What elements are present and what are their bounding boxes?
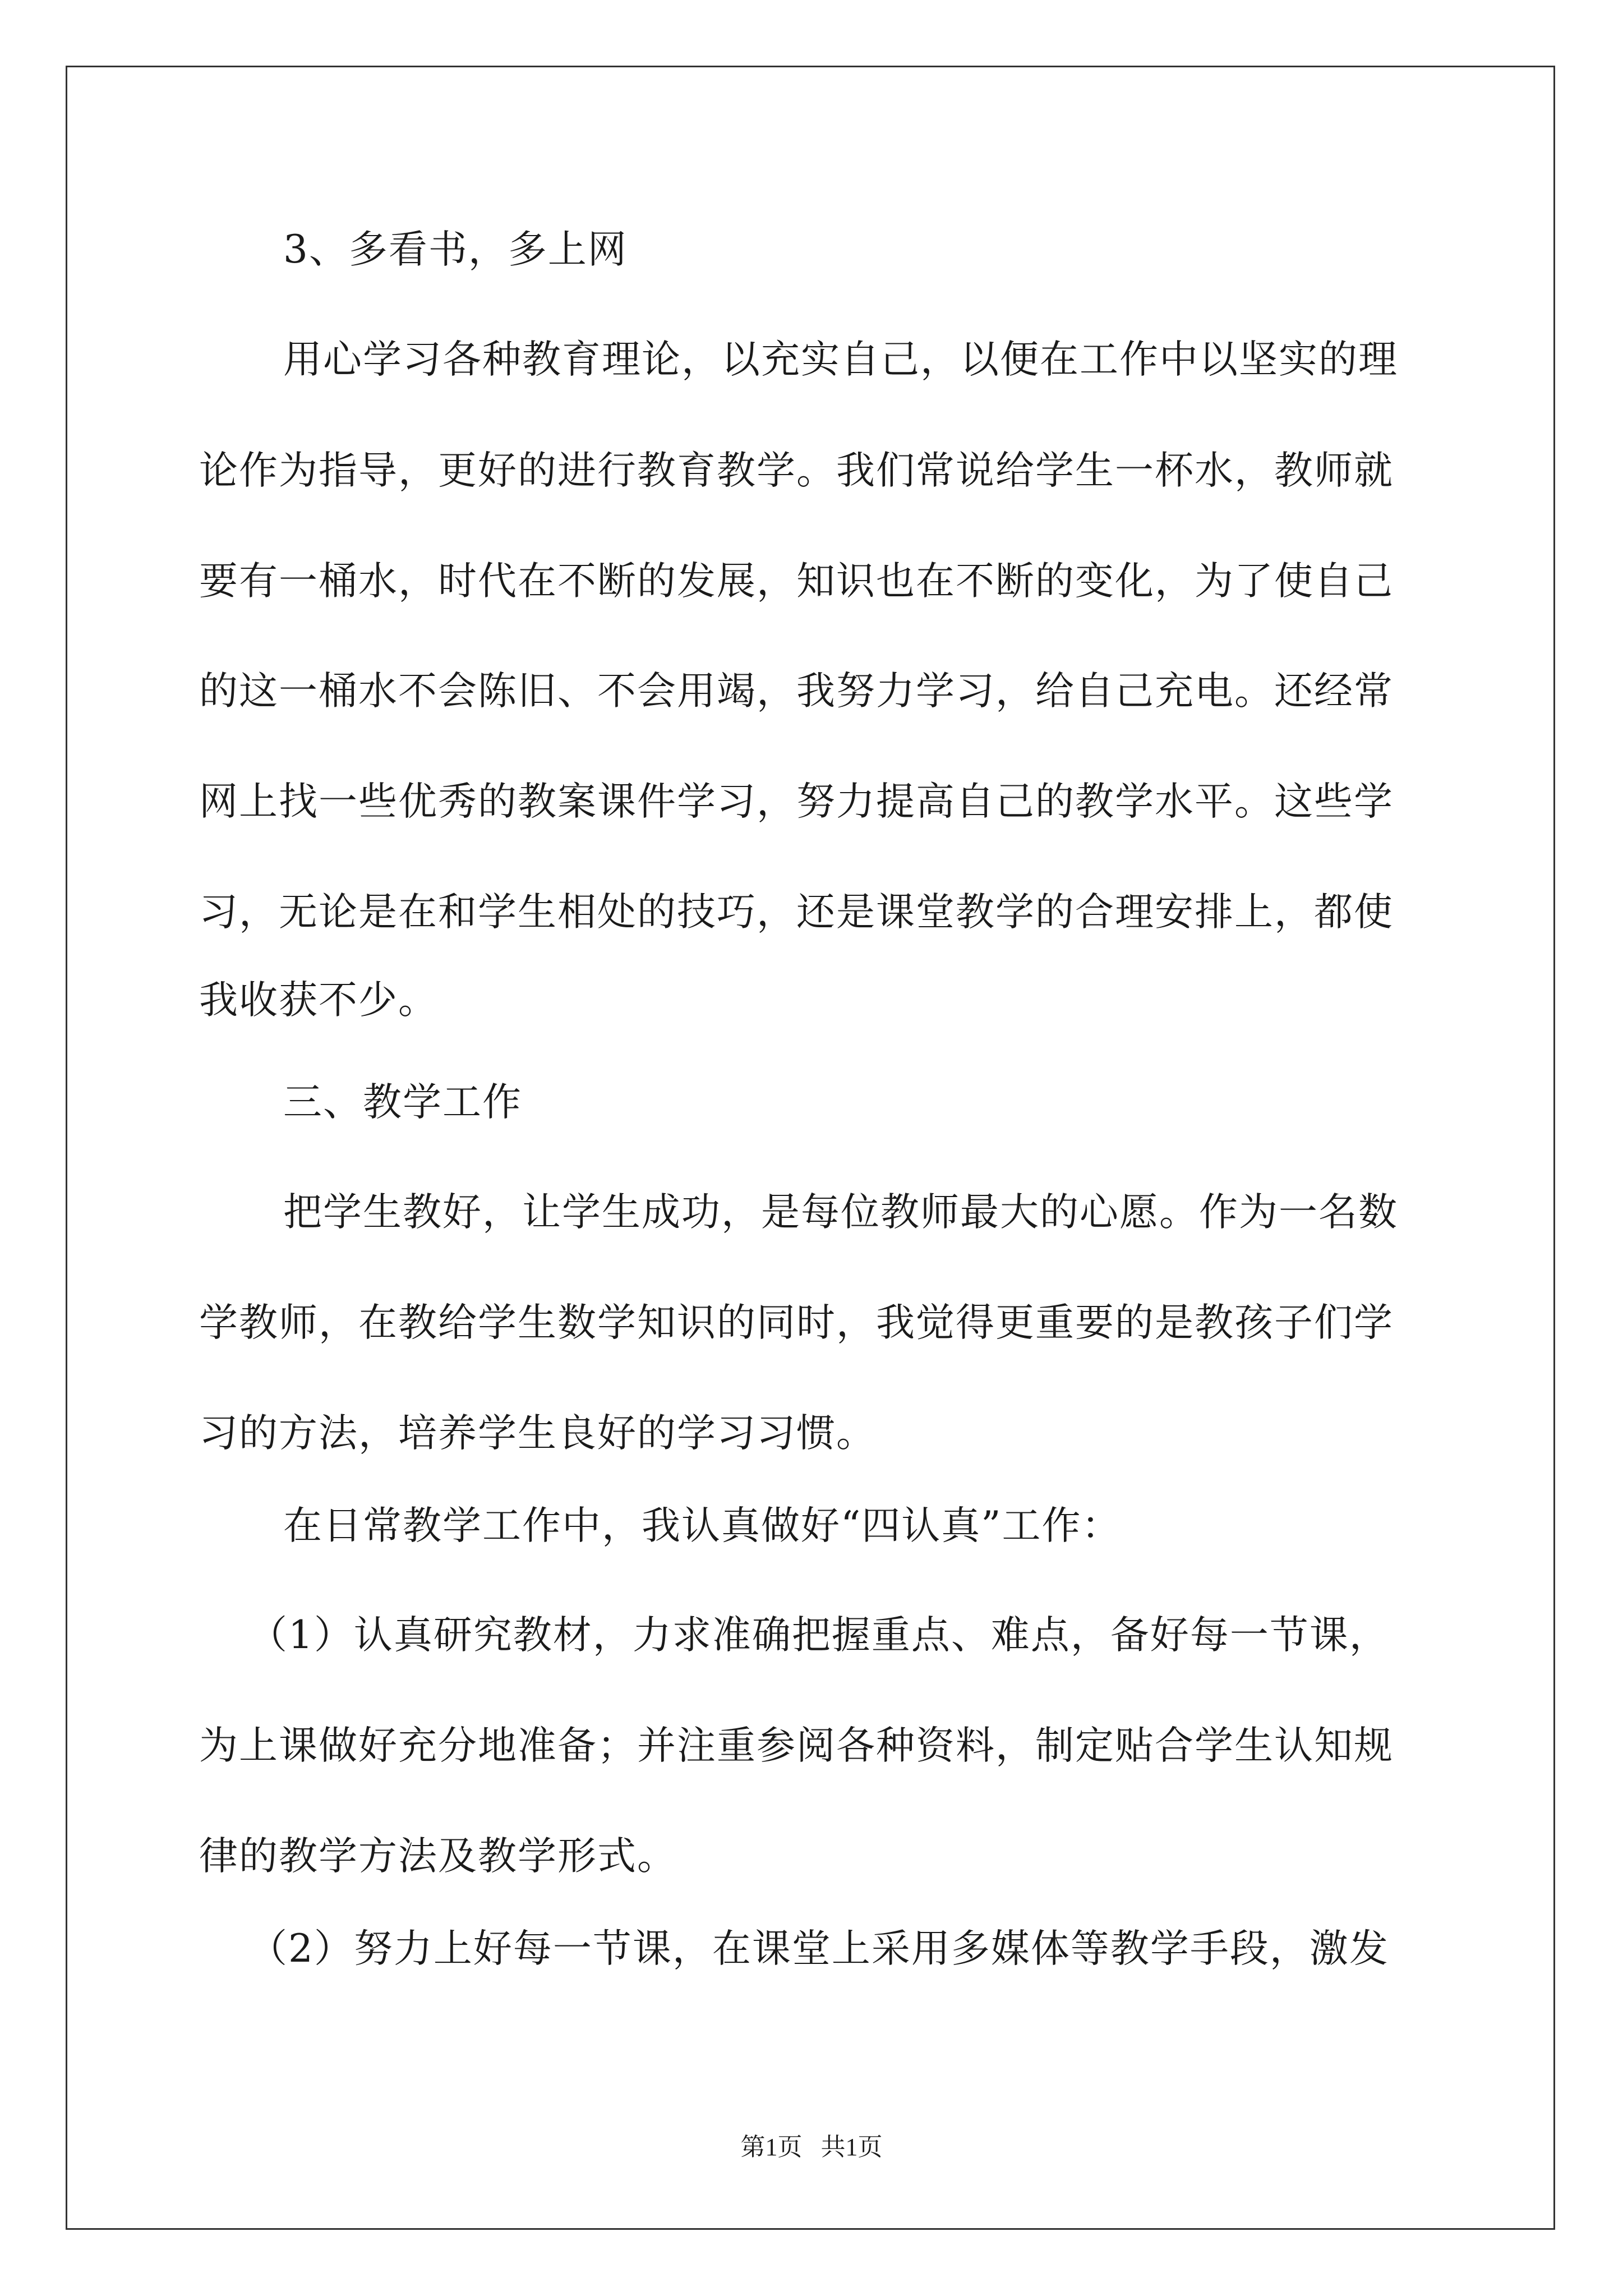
paragraph-line: 论作为指导，更好的进行教育教学。我们常说给学生一杯水，教师就 [199, 448, 1394, 493]
paragraph-line: 用心学习各种教育理论，以充实自己，以便在工作中以坚实的理 [283, 337, 1398, 382]
paragraph-line: 网上找一些优秀的教案课件学习，努力提高自己的教学水平。这些学 [199, 779, 1394, 824]
page-total: 共1页 [820, 2133, 883, 2161]
page-footer [0, 2132, 1623, 2163]
paragraph-line: 要有一桶水，时代在不断的发展，知识也在不断的变化，为了使自己 [199, 559, 1394, 604]
heading-3: 3、多看书，多上网 [283, 227, 628, 272]
page-border [66, 66, 1555, 2230]
paragraph-line: 为上课做好充分地准备；并注重参阅各种资料，制定贴合学生认知规 [199, 1723, 1394, 1768]
paragraph-line: 律的教学方法及教学形式。 [199, 1834, 677, 1879]
page-number: 第1页 [740, 2133, 803, 2161]
paragraph-line: 的这一桶水不会陈旧、不会用竭，我努力学习，给自己充电。还经常 [199, 669, 1394, 714]
paragraph-line: 把学生教好，让学生成功，是每位教师最大的心愿。作为一名数 [283, 1190, 1398, 1235]
paragraph-line: 我收获不少。 [199, 978, 438, 1023]
list-item: （2）努力上好每一节课，在课堂上采用多媒体等教学手段，激发 [248, 1926, 1389, 1971]
list-item: （1）认真研究教材，力求准确把握重点、难点，备好每一节课， [248, 1613, 1389, 1658]
section-heading: 三、教学工作 [283, 1080, 522, 1125]
paragraph-line: 习的方法，培养学生良好的学习习惯。 [199, 1411, 876, 1456]
paragraph-line: 习，无论是在和学生相处的技巧，还是课堂教学的合理安排上，都使 [199, 890, 1394, 935]
paragraph-line: 学教师，在教给学生数学知识的同时，我觉得更重要的是教孩子们学 [199, 1300, 1394, 1345]
paragraph-line: 在日常教学工作中，我认真做好“四认真”工作： [283, 1503, 1122, 1548]
